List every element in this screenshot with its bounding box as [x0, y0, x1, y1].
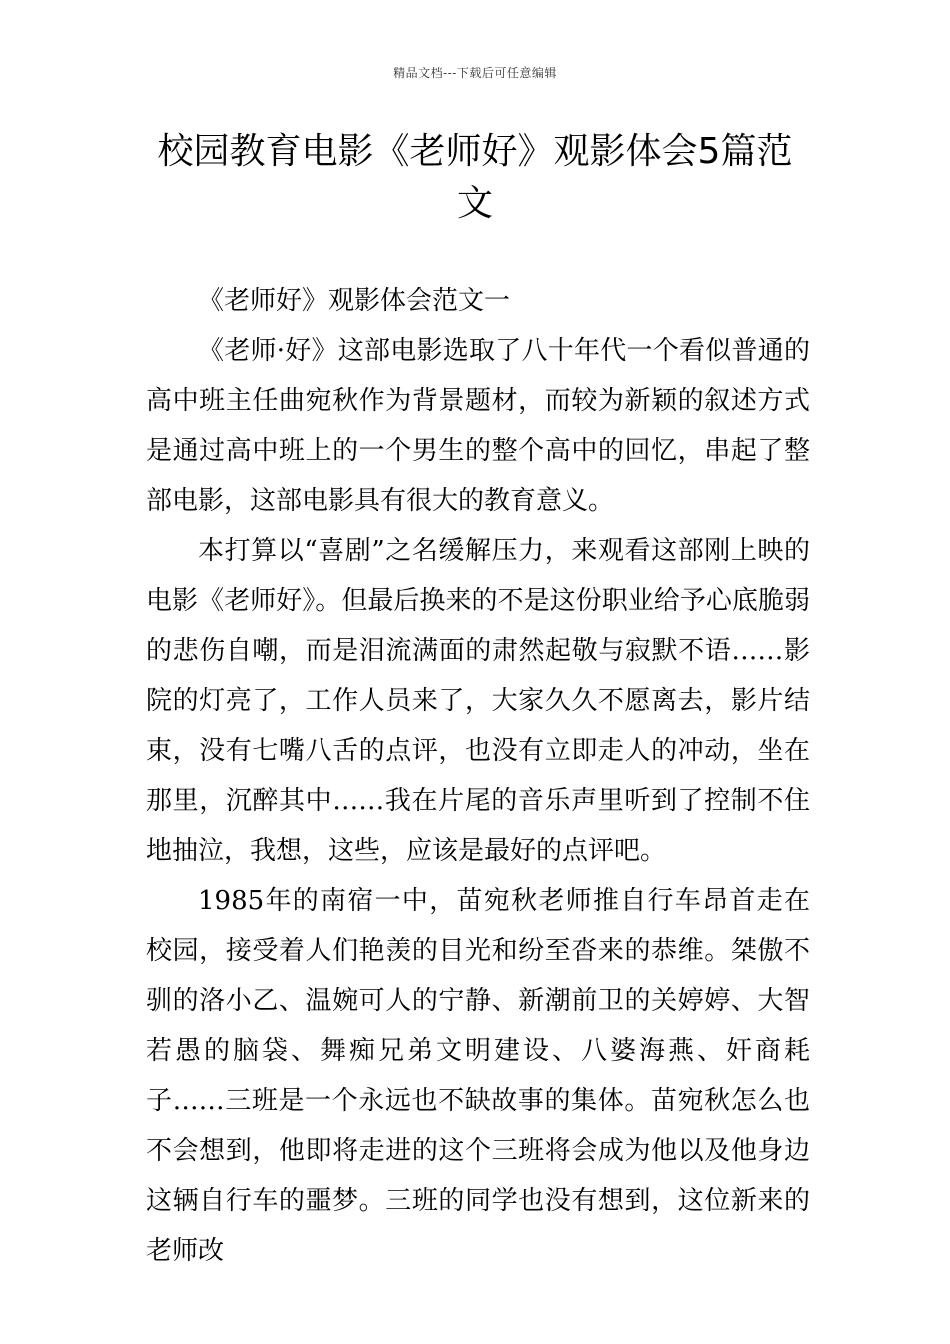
paragraph: 1985年的南宿一中，苗宛秋老师推自行车昂首走在校园，接受着人们艳羡的目光和纷至沓来的恭维。桀傲不驯的洛小乙、温婉可人的宁静、新潮前卫的关婷婷、大智若愚的脑袋、舞痴兄弟文明建设、八婆海燕、奸商耗子……三班是一个永远也不缺故事的集体。苗宛秋怎么也不会想到，他即将走进的这个三班将会成为他以及他身边这辆自行车的噩梦。三班的同学也没有想到，这位新来的老师改	[146, 886, 810, 1266]
header-note: 精品文档---下载后可任意编辑	[393, 66, 557, 80]
paragraph: 《老师·好》这部电影选取了八十年代一个看似普通的高中班主任曲宛秋作为背景题材，而较为新颖的叙述方式是通过高中班上的一个男生的整个高中的回忆，串起了整部电影，这部电影具有很大的教育意义。	[146, 336, 810, 516]
document-title: 校园教育电影《老师好》观影体会5篇范文	[157, 131, 793, 224]
section-heading: 《老师好》观影体会范文一	[198, 286, 511, 316]
document-body	[146, 276, 810, 1276]
paragraph: 本打算以“喜剧”之名缓解压力，来观看这部刚上映的电影《老师好》。但最后换来的不是这份职业给予心底脆弱的悲伤自嘲，而是泪流满面的肃然起敬与寂默不语……影院的灯亮了，工作人员来了，大家久久不愿离去，影片结束，没有七嘴八舌的点评，也没有立即走人的冲动，坐在那里，沉醉其中……我在片尾的音乐声里听到了控制不住地抽泣，我想，这些，应该是最好的点评吧。	[146, 536, 810, 866]
